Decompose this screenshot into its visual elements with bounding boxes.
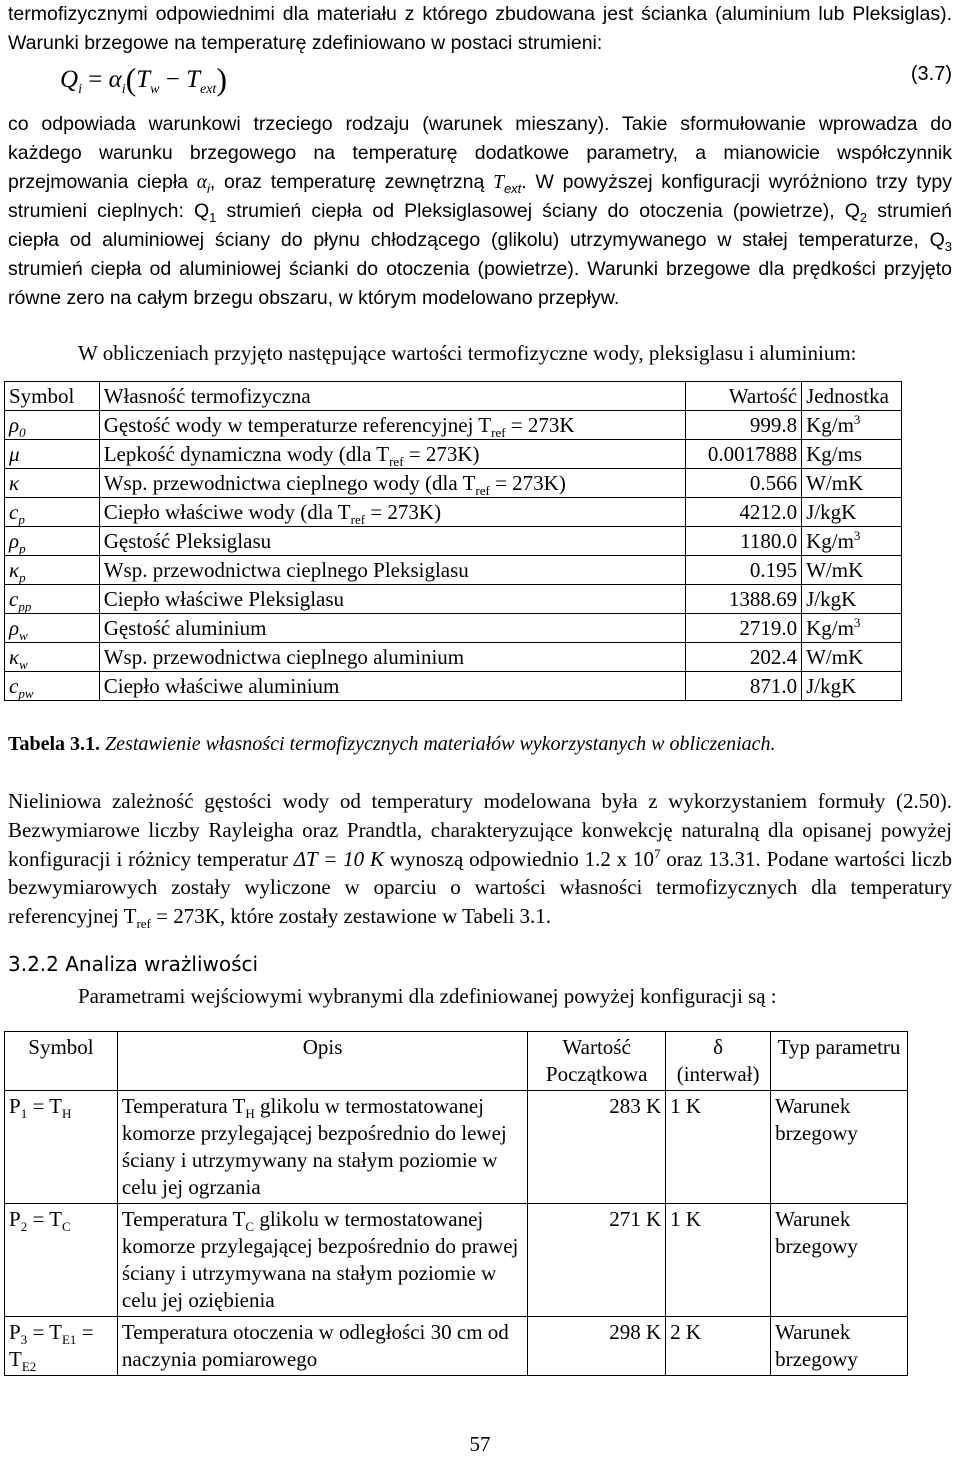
t1-unit	[802, 527, 902, 556]
t1-sym-sub: pw	[18, 686, 34, 702]
t1-prop: Lepkość dynamiczna wody (dla T	[103, 442, 390, 466]
t2-header-desc: Opis	[117, 1032, 527, 1091]
eq-lhs: Q	[60, 66, 79, 93]
p3-d: = 273K, które zostały zestawione w Tabeli 3.1.	[150, 904, 552, 929]
t1-unit	[802, 643, 902, 672]
t1-unit-sup: 3	[853, 528, 861, 543]
t1-unit-text: W/mK	[806, 558, 864, 582]
t1-header-property: Własność termofizyczna	[99, 382, 685, 411]
t2-p: P	[9, 1320, 21, 1344]
t2-header-delta-label: (interwał)	[676, 1062, 760, 1086]
t1-prop-sub: ref	[350, 512, 366, 528]
table-row	[5, 527, 902, 556]
p1-text: T	[493, 171, 504, 193]
eq-lhs-sub: i	[78, 82, 82, 97]
table-row	[5, 1204, 908, 1317]
values-intro	[8, 339, 952, 368]
p2-text: W obliczeniach przyjęto następujące wartości termofizyczne wody, pleksiglasu i aluminium:	[78, 341, 857, 365]
t2-type: Warunek brzegowy	[771, 1204, 908, 1317]
eq-tw-sub: w	[150, 82, 160, 97]
t1-unit	[802, 556, 902, 585]
t1-symbol	[5, 672, 100, 701]
t2-eq: = T	[27, 1320, 62, 1344]
eq-minus: −	[165, 66, 180, 93]
t1-sym-sub: pp	[18, 599, 32, 615]
t1-value: 1388.69	[685, 585, 801, 614]
t1-unit-text: J/kgK	[806, 500, 857, 524]
caption-label: Tabela 3.1.	[8, 733, 101, 755]
p1-b: , oraz temperaturę zewnętrzną	[209, 170, 494, 193]
table-row	[5, 498, 902, 527]
t1-sym: ρ	[9, 413, 20, 437]
t2-symbol	[5, 1317, 118, 1376]
t1-sym: ρ	[9, 616, 20, 640]
t1-sym: κ	[9, 558, 20, 582]
t1-value: 2719.0	[685, 614, 801, 643]
p1-f: strumień ciepła od aluminiowej ścianki do otoczenia (powietrze). Warunki brzegowe dla prędkości przyjęto równe zero na całym brzegu obszaru, w którym modelowano przepływ.	[8, 257, 952, 309]
p3-delta: ΔT = 10 K	[293, 846, 384, 871]
t1-prop-tail: = 273K	[505, 413, 575, 437]
t2-desc	[117, 1204, 527, 1317]
eq-alpha: α	[108, 66, 122, 93]
t2-desc-sub: C	[245, 1219, 255, 1235]
t1-unit	[802, 585, 902, 614]
t1-unit-text: Kg/m	[806, 529, 854, 553]
thermophysical-table	[4, 381, 902, 701]
eq-open-paren: (	[125, 61, 137, 97]
table-row	[5, 469, 902, 498]
t1-prop: Ciepło właściwe wody (dla T	[103, 500, 351, 524]
table-row	[5, 440, 902, 469]
t2-delta: 1 K	[666, 1204, 771, 1317]
t1-sym-sub: w	[19, 657, 28, 673]
t1-prop: Wsp. przewodnictwa cieplnego Pleksiglasu	[103, 558, 469, 582]
eq-alpha-sub: i	[121, 82, 126, 97]
eq-sign: =	[88, 66, 103, 93]
p1-q2: 2	[859, 210, 868, 226]
t1-sym: κ	[9, 645, 20, 669]
t1-symbol	[5, 614, 100, 643]
t1-sym-sub: w	[19, 628, 28, 644]
t1-sym: c	[9, 500, 19, 524]
t1-unit-text: W/mK	[806, 471, 864, 495]
table-row	[5, 614, 902, 643]
t1-unit	[802, 411, 902, 440]
t1-symbol	[5, 411, 100, 440]
t2-delta: 1 K	[666, 1091, 771, 1204]
section-heading: 3.2.2 Analiza wrażliwości	[8, 952, 259, 976]
eq-tw: T	[136, 66, 151, 93]
parameters-table	[4, 1031, 908, 1376]
t2-desc-b: glikolu w termostatowanej komorze przylegającej bezpośrednio do prawej ściany i utrzymywana na stałym poziomie w celu jej oziębienia	[121, 1207, 519, 1312]
t1-unit-text: W/mK	[806, 645, 864, 669]
p1-a: co odpowiada warunkowi trzeciego rodzaju (warunek mieszany). Takie sformułowanie wprowadza do każdego warunku brzegowego na temperaturę dodatkowe parametry, a mianowicie współczynnik przejmowania ciepła	[8, 113, 952, 193]
t1-sym: ρ	[9, 529, 20, 553]
t1-prop-tail: = 273K)	[365, 500, 442, 524]
t2-desc-sub: H	[245, 1106, 255, 1122]
p1-q3: 3	[944, 239, 952, 255]
p1-text-sub: ext	[503, 180, 522, 196]
table-row	[5, 1317, 908, 1376]
t2-eq: = T	[27, 1094, 62, 1118]
t2-value: 271 K	[528, 1204, 666, 1317]
table-row	[5, 1091, 908, 1204]
t1-value: 0.566	[685, 469, 801, 498]
intro-paragraph	[8, 0, 952, 58]
t1-prop-sub: ref	[475, 483, 490, 499]
t1-header-symbol: Symbol	[5, 382, 100, 411]
t2-t-sub: C	[61, 1219, 71, 1235]
t2-header-value: Wartość Początkowa	[528, 1032, 666, 1091]
t1-value: 0.0017888	[685, 440, 801, 469]
t2-p-sub: 3	[20, 1332, 28, 1348]
t2-header-delta	[666, 1032, 771, 1091]
t2-desc-a: Temperatura T	[121, 1094, 246, 1118]
table-caption	[8, 733, 776, 756]
p1-e: strumień ciepła od aluminiowej ściany do płynu chłodzącego (glikolu) utrzymywanego w stałej temperaturze, Q	[8, 200, 952, 252]
intro-text: termofizycznymi odpowiednimi dla materiału z którego zbudowana jest ścianka (aluminium lub Pleksiglas). Warunki brzegowe na temperaturę zdefiniowano w postaci strumieni:	[8, 3, 952, 54]
t1-prop: Gęstość aluminium	[103, 616, 267, 640]
t1-symbol	[5, 498, 100, 527]
t1-unit-sup: 3	[853, 412, 861, 427]
t1-property	[99, 527, 685, 556]
t2-p-sub: 2	[20, 1219, 28, 1235]
t1-sym-sub: p	[19, 570, 26, 586]
t1-prop: Wsp. przewodnictwa cieplnego aluminium	[103, 645, 465, 669]
t1-symbol	[5, 469, 100, 498]
t2-header-delta-symbol: δ	[713, 1035, 724, 1059]
p1-d: strumień ciepła od Pleksiglasowej ściany do otoczenia (powietrze), Q	[216, 200, 860, 223]
t1-symbol	[5, 585, 100, 614]
t2-symbol	[5, 1204, 118, 1317]
t1-value: 1180.0	[685, 527, 801, 556]
t1-unit	[802, 498, 902, 527]
p3-a: Nieliniowa zależność gęstości wody od temperatury modelowana była z wykorzystaniem formuły (2.50). Bezwymiarowe liczby Rayleigha oraz Prandtla, charakteryzujące konwekcję naturalną dla opisanej powyżej konfiguracji i różnicy temperatur	[8, 789, 952, 871]
t1-unit-text: J/kgK	[806, 587, 857, 611]
p1-alpha-sub: i	[207, 180, 210, 196]
t1-sym-sub: p	[18, 512, 25, 528]
t1-property	[99, 672, 685, 701]
t2-type: Warunek brzegowy	[771, 1091, 908, 1204]
t1-value: 0.195	[685, 556, 801, 585]
eq-text: T	[186, 66, 200, 93]
caption-text: Zestawienie własności termofizycznych materiałów wykorzystanych w obliczeniach.	[100, 733, 776, 755]
section-intro: Parametrami wejściowymi wybranymi dla zdefiniowanej powyżej konfiguracji są :	[78, 984, 777, 1008]
t2-p: P	[9, 1207, 21, 1231]
t2-delta: 2 K	[666, 1317, 771, 1376]
t2-desc	[117, 1091, 527, 1204]
t1-unit	[802, 440, 902, 469]
t1-prop: Wsp. przewodnictwa cieplnego wody (dla T	[103, 471, 476, 495]
t1-unit	[802, 672, 902, 701]
t1-value: 4212.0	[685, 498, 801, 527]
t1-property	[99, 585, 685, 614]
p1-q1: 1	[209, 210, 217, 226]
table1-header	[5, 382, 902, 411]
t2-t-sub: E1	[61, 1332, 77, 1348]
t1-value: 871.0	[685, 672, 801, 701]
t1-prop-tail: = 273K)	[489, 471, 566, 495]
t1-unit-text: Kg/m	[806, 616, 854, 640]
page-number: 57	[469, 1432, 491, 1456]
t1-unit-text: Kg/m	[806, 413, 854, 437]
t1-prop: Ciepło właściwe Pleksiglasu	[103, 587, 345, 611]
t1-unit	[802, 469, 902, 498]
p1-c: . W powyższej konfiguracji wyróżniono trzy typy strumieni cieplnych: Q	[8, 170, 952, 223]
t2-t-sub2: E2	[21, 1359, 37, 1375]
t1-prop-sub: ref	[389, 454, 404, 470]
t2-desc-a: Temperatura T	[121, 1207, 246, 1231]
t1-sym-sub: p	[19, 541, 26, 557]
t1-sym: c	[9, 587, 19, 611]
p1-alpha: α	[196, 171, 207, 193]
p3-b: wynoszą odpowiednio 1.2 x 10	[383, 846, 654, 871]
t1-property	[99, 411, 685, 440]
t2-p: P	[9, 1094, 21, 1118]
p3-exp: 7	[653, 845, 661, 861]
t1-unit-sup: 3	[853, 615, 861, 630]
table2-header	[5, 1032, 908, 1091]
table-row	[5, 643, 902, 672]
t1-symbol	[5, 556, 100, 585]
table-row	[5, 672, 902, 701]
t2-desc-a: Temperatura otoczenia w odległości 30 cm od naczynia pomiarowego	[121, 1320, 509, 1371]
table-row	[5, 556, 902, 585]
t1-property	[99, 643, 685, 672]
t1-property	[99, 440, 685, 469]
t1-unit-text: Kg/ms	[806, 442, 863, 466]
t1-prop-tail: = 273K)	[403, 442, 480, 466]
p3-c: oraz 13.31. Podane wartości liczb bezwymiarowych zostały wyliczone w oparciu o wartości własności termofizycznych dla temperatury referencyjnej T	[8, 846, 952, 929]
t1-property	[99, 556, 685, 585]
t1-symbol	[5, 527, 100, 556]
t1-value: 999.8	[685, 411, 801, 440]
t1-sym-sub: 0	[19, 425, 26, 441]
t1-prop: Gęstość wody w temperaturze referencyjnej T	[103, 413, 492, 437]
t2-desc-b: glikolu w termostatowanej komorze przylegającej bezpośrednio do lewej ściany i utrzymywany na stałym poziomie w celu jej ogrzania	[121, 1094, 507, 1199]
p3-ref: ref	[136, 916, 151, 932]
equation-3-7	[60, 61, 952, 97]
t1-property	[99, 614, 685, 643]
t1-symbol	[5, 440, 100, 469]
table-row	[5, 411, 902, 440]
equation-number: (3.7)	[910, 63, 952, 85]
t1-unit	[802, 614, 902, 643]
rayleigh-paragraph	[8, 787, 952, 931]
t1-prop: Gęstość Pleksiglasu	[103, 529, 272, 553]
t1-sym: c	[9, 674, 19, 698]
t1-prop-sub: ref	[491, 425, 506, 441]
table-row	[5, 585, 902, 614]
t2-header-symbol: Symbol	[5, 1032, 118, 1091]
boundary-paragraph	[8, 110, 952, 313]
t1-header-unit: Jednostka	[802, 382, 902, 411]
t1-symbol	[5, 643, 100, 672]
t2-header-type: Typ parametru	[771, 1032, 908, 1091]
t2-value: 298 K	[528, 1317, 666, 1376]
eq-text-sub: ext	[200, 82, 217, 97]
t2-t-tail: = T	[9, 1320, 94, 1371]
t1-header-value: Wartość	[685, 382, 801, 411]
t2-symbol	[5, 1091, 118, 1204]
t1-property	[99, 469, 685, 498]
t1-property	[99, 498, 685, 527]
t2-eq: = T	[27, 1207, 62, 1231]
t2-desc	[117, 1317, 527, 1376]
t1-unit-text: J/kgK	[806, 674, 857, 698]
t2-t-sub: H	[61, 1106, 72, 1122]
t1-sym: κ	[9, 471, 20, 495]
eq-close-paren: )	[216, 61, 227, 97]
t1-value: 202.4	[685, 643, 801, 672]
t2-type: Warunek brzegowy	[771, 1317, 908, 1376]
equation-body	[60, 61, 227, 98]
t2-value: 283 K	[528, 1091, 666, 1204]
t2-p-sub: 1	[20, 1106, 28, 1122]
t1-prop: Ciepło właściwe aluminium	[103, 674, 340, 698]
t1-sym: μ	[9, 442, 20, 466]
